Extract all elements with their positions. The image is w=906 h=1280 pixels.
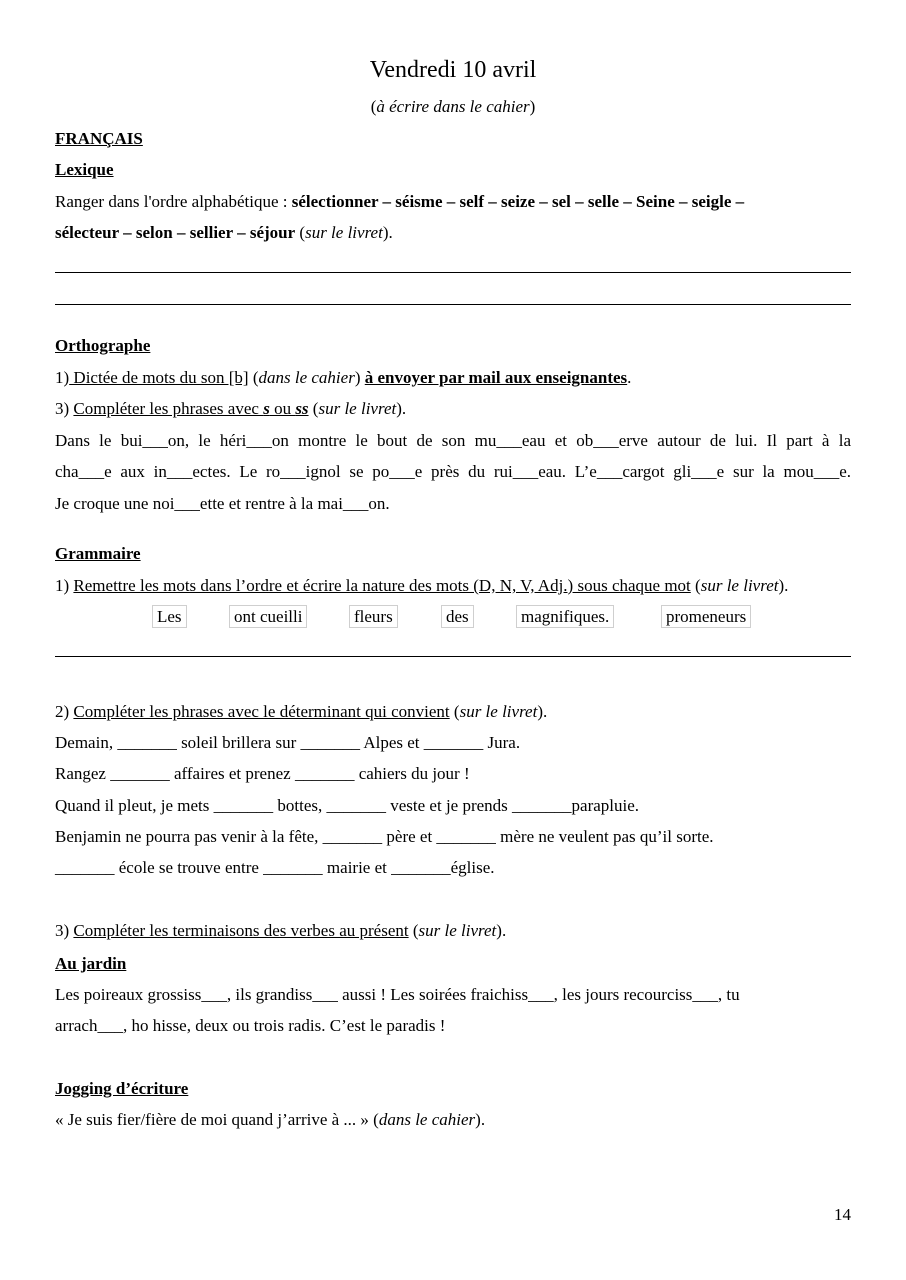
orthographe-text-line: Je croque une noi___ette et rentre à la mai___on. [55,494,390,513]
word-box: des [441,605,474,628]
lexique-instruction: Ranger dans l'ordre alphabétique : sélectionner – séisme – self – seize – sel – selle – Seine – seigle – [55,192,745,211]
answer-line [55,272,851,273]
poem-line: Les poireaux grossiss___, ils grandiss___ aussi ! Les soirées fraichiss___, les jours recourciss___, tu [55,985,740,1004]
orthographe-item-3: 3) Compléter les phrases avec s ou ss (sur le livret). [55,399,407,418]
word-box: Les [152,605,187,628]
page-number: 14 [834,1205,851,1224]
lexique-heading: Lexique [55,160,114,179]
jogging-heading: Jogging d’écriture [55,1079,189,1098]
poem-line: arrach___, ho hisse, deux ou trois radis. C’est le paradis ! [55,1016,446,1035]
word-box: promeneurs [661,605,751,628]
determinant-sentence: _______ école se trouve entre _______ mairie et _______église. [55,858,495,877]
word-box: ont cueilli [229,605,307,628]
poem-title: Au jardin [55,954,127,973]
orthographe-text-line: Dans le bui___on, le héri___on montre le bout de son mu___eau et ob___erve autour de lui. Il part à la [55,431,851,450]
word-box: fleurs [349,605,398,628]
grammaire-heading: Grammaire [55,544,141,563]
grammaire-item-1: 1) Remettre les mots dans l’ordre et écrire la nature des mots (D, N, V, Adj.) sous chaque mot (sur le livret). [55,576,789,595]
grammaire-item-3: 3) Compléter les terminaisons des verbes au présent (sur le livret). [55,921,507,940]
orthographe-heading: Orthographe [55,336,151,355]
determinant-sentence: Rangez _______ affaires et prenez _______ cahiers du jour ! [55,764,470,783]
determinant-sentence: Benjamin ne pourra pas venir à la fête, _______ père et _______ mère ne veulent pas qu’il sorte. [55,827,714,846]
orthographe-text-line: cha___e aux in___ectes. Le ro___ignol se po___e près du rui___eau. L’e___cargot gli___e sur la mou___e. [55,462,851,481]
jogging-text: « Je suis fier/fière de moi quand j’arrive à ... » (dans le cahier). [55,1110,486,1129]
answer-line [55,656,851,657]
page-title: Vendredi 10 avril [369,57,537,83]
grammaire-item-2: 2) Compléter les phrases avec le déterminant qui convient (sur le livret). [55,702,548,721]
section-heading-francais: FRANÇAIS [55,129,143,148]
page-subtitle: (à écrire dans le cahier) [370,97,536,116]
determinant-sentence: Quand il pleut, je mets _______ bottes, _______ veste et je prends _______parapluie. [55,796,640,815]
answer-line [55,304,851,305]
lexique-words-line2: sélecteur – selon – sellier – séjour (sur le livret). [55,223,393,242]
word-box: magnifiques. [516,605,614,628]
determinant-sentence: Demain, _______ soleil brillera sur _______ Alpes et _______ Jura. [55,733,521,752]
orthographe-item-1: 1) Dictée de mots du son [b] (dans le cahier) à envoyer par mail aux enseignantes. [55,368,632,387]
